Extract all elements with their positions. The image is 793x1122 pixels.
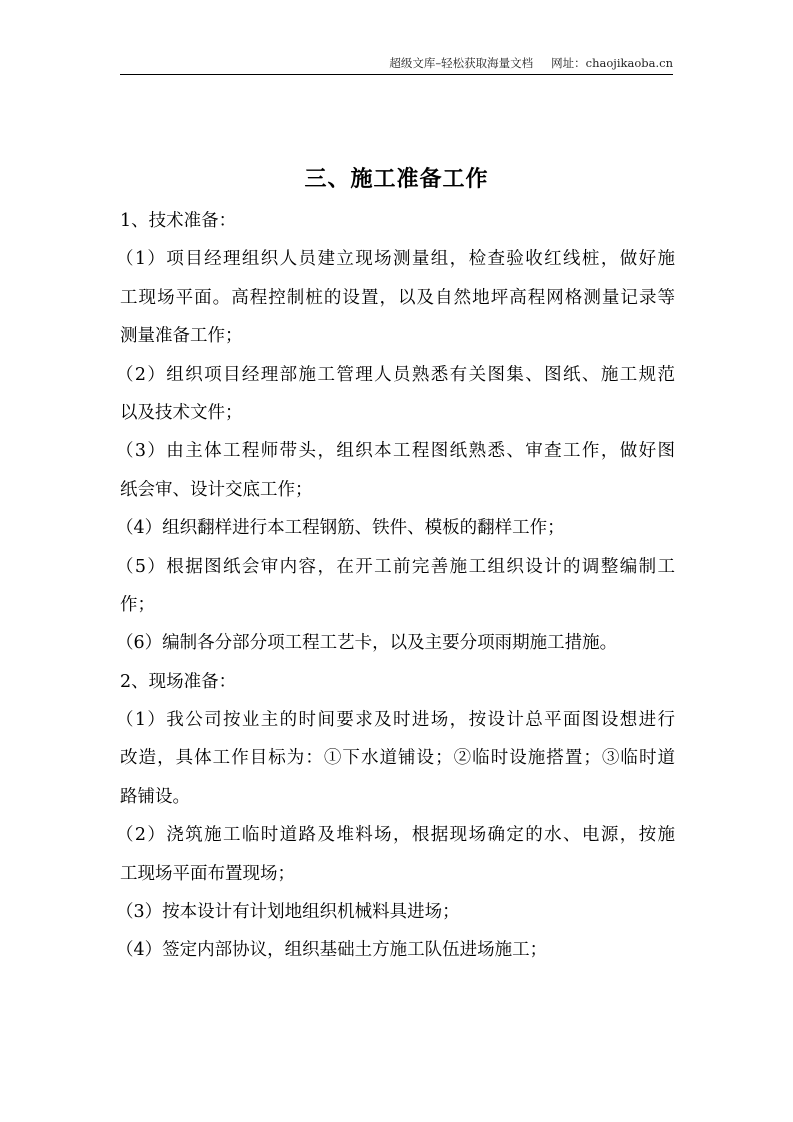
paragraph-line: 改造，具体工作目标为：①下水道铺设；②临时设施搭置；③临时道 (120, 748, 675, 769)
list-item (116, 240, 675, 355)
list-item (116, 931, 675, 969)
list-item (116, 893, 675, 931)
paragraph-line: 纸会审、设计交底工作； (120, 479, 313, 500)
list-item (116, 509, 675, 547)
list-item (116, 432, 675, 509)
document-body (116, 202, 675, 970)
paragraph-line: （1）我公司按业主的时间要求及时进场，按设计总平面图设想进行 (116, 710, 675, 731)
paragraph-line: （5）根据图纸会审内容，在开工前完善施工组织设计的调整编制工 (116, 556, 675, 577)
paragraph-line: （1）项目经理组织人员建立现场测量组，检查验收红线桩，做好施 (116, 249, 675, 270)
list-item (116, 356, 675, 433)
paragraph-line: （4）组织翻样进行本工程钢筋、铁件、模板的翻样工作； (116, 518, 565, 539)
paragraph-line: 测量准备工作； (120, 326, 243, 347)
list-item (116, 701, 675, 816)
list-item (116, 816, 675, 893)
paragraph-line: 作； (120, 594, 155, 615)
paragraph-line: （4）签定内部协议，组织基础土方施工队伍进场施工； (116, 940, 548, 961)
paragraph-line: （2）浇筑施工临时道路及堆料场，根据现场确定的水、电源，按施 (116, 825, 675, 846)
header-site-name: 超级文库–轻松获取海量文档 (389, 56, 534, 70)
paragraph-line: （3）按本设计有计划地组织机械料具进场； (116, 902, 460, 923)
page-header (120, 56, 673, 75)
paragraph-line: （6）编制各分部分项工程工艺卡，以及主要分项雨期施工措施。 (116, 633, 618, 654)
paragraph-line: （2）组织项目经理部施工管理人员熟悉有关图集、图纸、施工规范 (116, 364, 675, 385)
paragraph-line: （3）由主体工程师带头，组织本工程图纸熟悉、审查工作，做好图 (116, 441, 675, 462)
paragraph-line: 以及技术文件； (120, 402, 243, 423)
paragraph-line: 工现场平面布置现场； (120, 863, 295, 884)
section-title: 三、施工准备工作 (304, 166, 489, 192)
list-item (116, 548, 675, 625)
section-heading-site: 2、现场准备： (120, 671, 237, 692)
paragraph-line: 路铺设。 (120, 786, 190, 807)
section-heading-technical: 1、技术准备： (120, 211, 237, 231)
list-item (116, 624, 675, 662)
paragraph-line: 工现场平面。高程控制桩的设置，以及自然地坪高程网格测量记录等 (120, 287, 675, 308)
header-url: 网址：chaojikaoba.cn (551, 56, 673, 70)
